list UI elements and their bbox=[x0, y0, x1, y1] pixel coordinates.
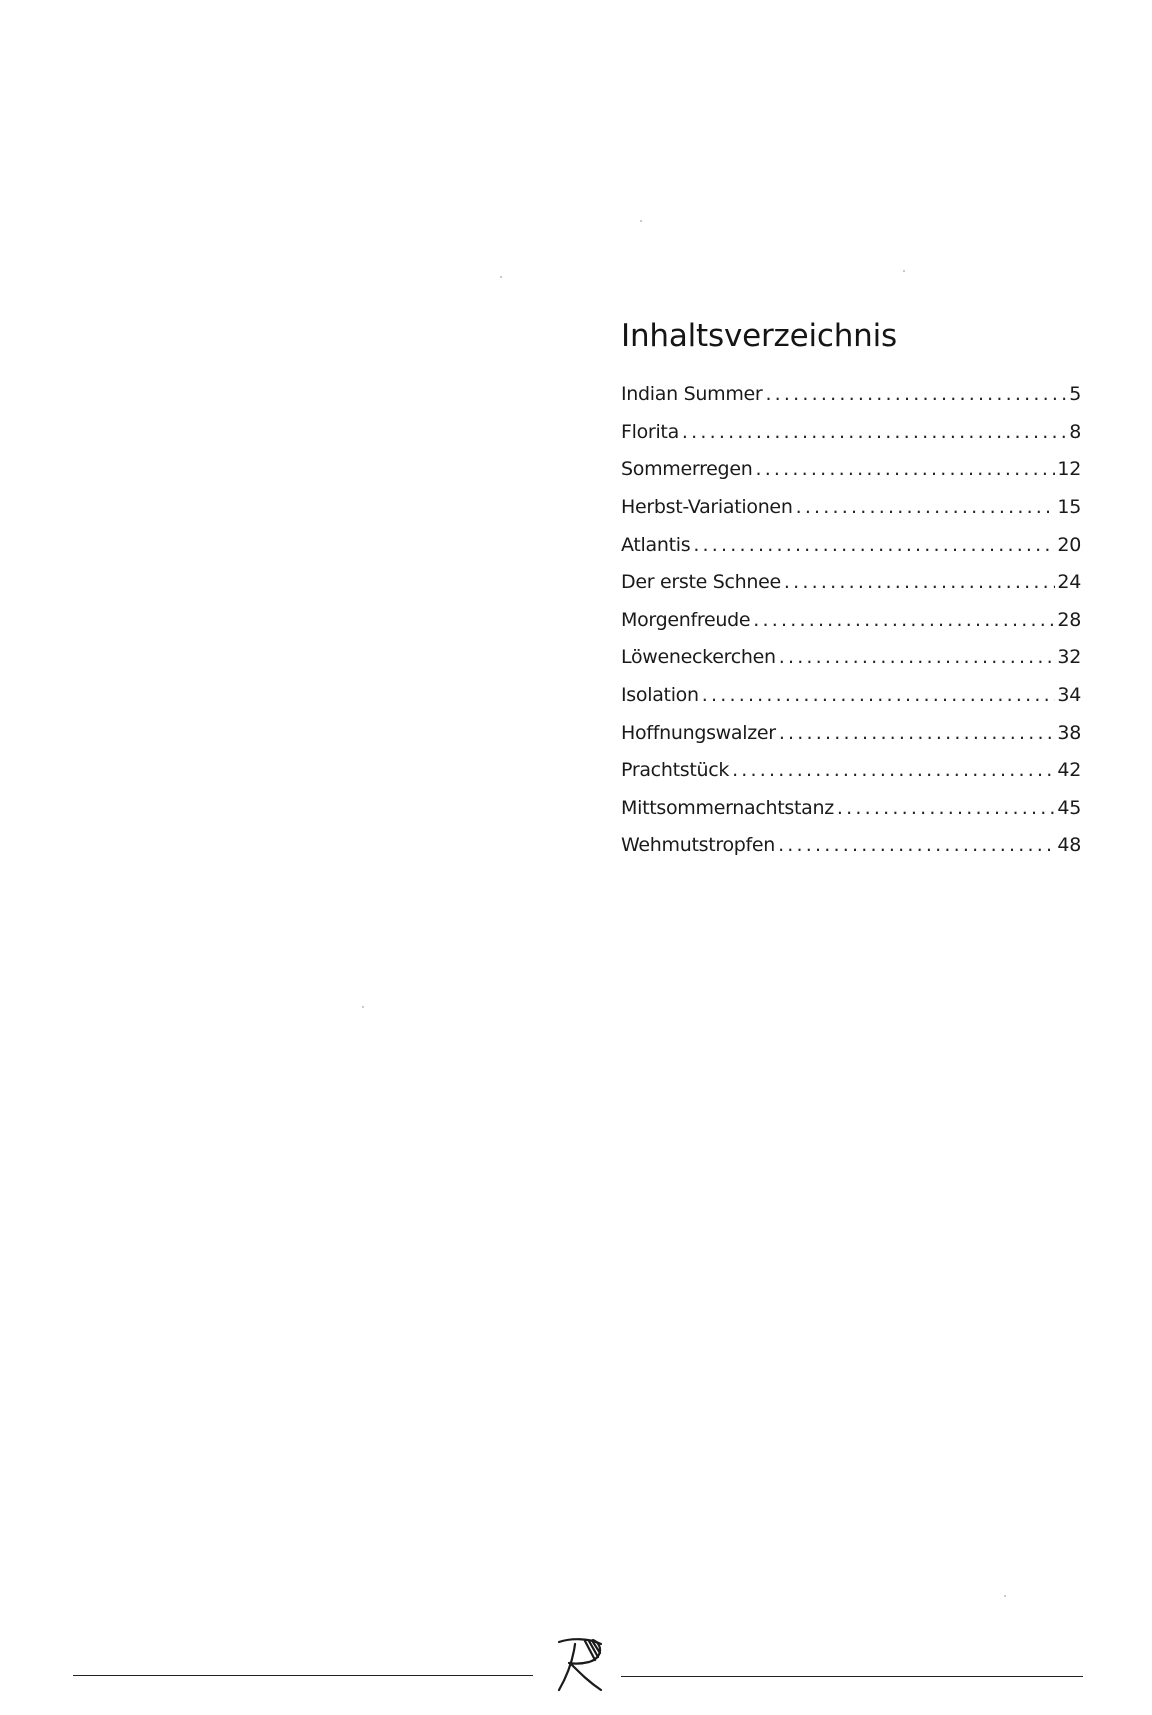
dot-leader bbox=[784, 571, 1056, 593]
toc-page-number: 48 bbox=[1057, 834, 1081, 857]
toc-entry[interactable] bbox=[621, 797, 1081, 835]
toc-page-number: 5 bbox=[1069, 383, 1081, 406]
toc-entry-title: Löweneckerchen bbox=[621, 646, 776, 669]
dot-leader bbox=[732, 759, 1055, 781]
toc-page-number: 38 bbox=[1057, 721, 1081, 744]
scan-speck bbox=[362, 1006, 364, 1008]
dot-leader bbox=[755, 458, 1055, 480]
toc-entry-title: Florita bbox=[621, 420, 679, 443]
toc-list bbox=[621, 383, 1081, 872]
toc-entry-title: Atlantis bbox=[621, 533, 691, 556]
toc-entry[interactable] bbox=[621, 646, 1081, 684]
toc-page-number: 32 bbox=[1057, 646, 1081, 669]
toc-entry-title: Herbst-Variationen bbox=[621, 495, 793, 518]
scan-speck bbox=[1004, 1595, 1006, 1597]
toc-entry[interactable] bbox=[621, 834, 1081, 872]
toc-page-number: 24 bbox=[1057, 571, 1081, 594]
publisher-monogram-r-icon bbox=[545, 1630, 615, 1700]
toc-page-number: 28 bbox=[1057, 608, 1081, 631]
toc-entry-title: Indian Summer bbox=[621, 383, 763, 406]
footer-rule-left bbox=[73, 1675, 533, 1676]
toc-page-number: 42 bbox=[1057, 759, 1081, 782]
toc-entry-title: Morgenfreude bbox=[621, 608, 751, 631]
toc-entry[interactable] bbox=[621, 534, 1081, 572]
dot-leader bbox=[702, 684, 1056, 706]
toc-entry[interactable] bbox=[621, 609, 1081, 647]
toc-entry[interactable] bbox=[621, 571, 1081, 609]
toc-entry[interactable] bbox=[621, 684, 1081, 722]
toc-entry-title: Mittsommernachtstanz bbox=[621, 796, 834, 819]
footer-rule-right bbox=[621, 1676, 1083, 1677]
toc-page-number: 45 bbox=[1057, 796, 1081, 819]
toc-entry[interactable] bbox=[621, 496, 1081, 534]
toc-entry-title: Der erste Schnee bbox=[621, 571, 781, 594]
dot-leader bbox=[765, 383, 1067, 405]
toc-page-number: 34 bbox=[1057, 683, 1081, 706]
toc-page-number: 15 bbox=[1057, 495, 1081, 518]
toc-entry[interactable] bbox=[621, 722, 1081, 760]
scan-speck bbox=[500, 276, 502, 278]
toc-entry[interactable] bbox=[621, 458, 1081, 496]
toc-entry[interactable] bbox=[621, 383, 1081, 421]
dot-leader bbox=[779, 722, 1056, 744]
toc-page-number: 20 bbox=[1057, 533, 1081, 556]
dot-leader bbox=[778, 834, 1055, 856]
dot-leader bbox=[779, 646, 1056, 668]
dot-leader bbox=[753, 609, 1055, 631]
toc-entry-title: Hoffnungswalzer bbox=[621, 721, 776, 744]
scan-speck bbox=[640, 220, 642, 222]
page-title: Inhaltsverzeichnis bbox=[621, 318, 897, 354]
toc-page-number: 8 bbox=[1069, 420, 1081, 443]
page-footer bbox=[73, 1630, 1083, 1700]
dot-leader bbox=[682, 421, 1067, 443]
scan-speck bbox=[903, 270, 905, 272]
toc-entry[interactable] bbox=[621, 421, 1081, 459]
dot-leader bbox=[796, 496, 1056, 518]
table-of-contents bbox=[621, 318, 1081, 872]
dot-leader bbox=[837, 797, 1056, 819]
toc-entry[interactable] bbox=[621, 759, 1081, 797]
toc-page-number: 12 bbox=[1057, 458, 1081, 481]
toc-entry-title: Sommerregen bbox=[621, 458, 753, 481]
dot-leader bbox=[693, 534, 1055, 556]
toc-entry-title: Prachtstück bbox=[621, 759, 730, 782]
toc-entry-title: Isolation bbox=[621, 683, 699, 706]
toc-entry-title: Wehmutstropfen bbox=[621, 834, 776, 857]
